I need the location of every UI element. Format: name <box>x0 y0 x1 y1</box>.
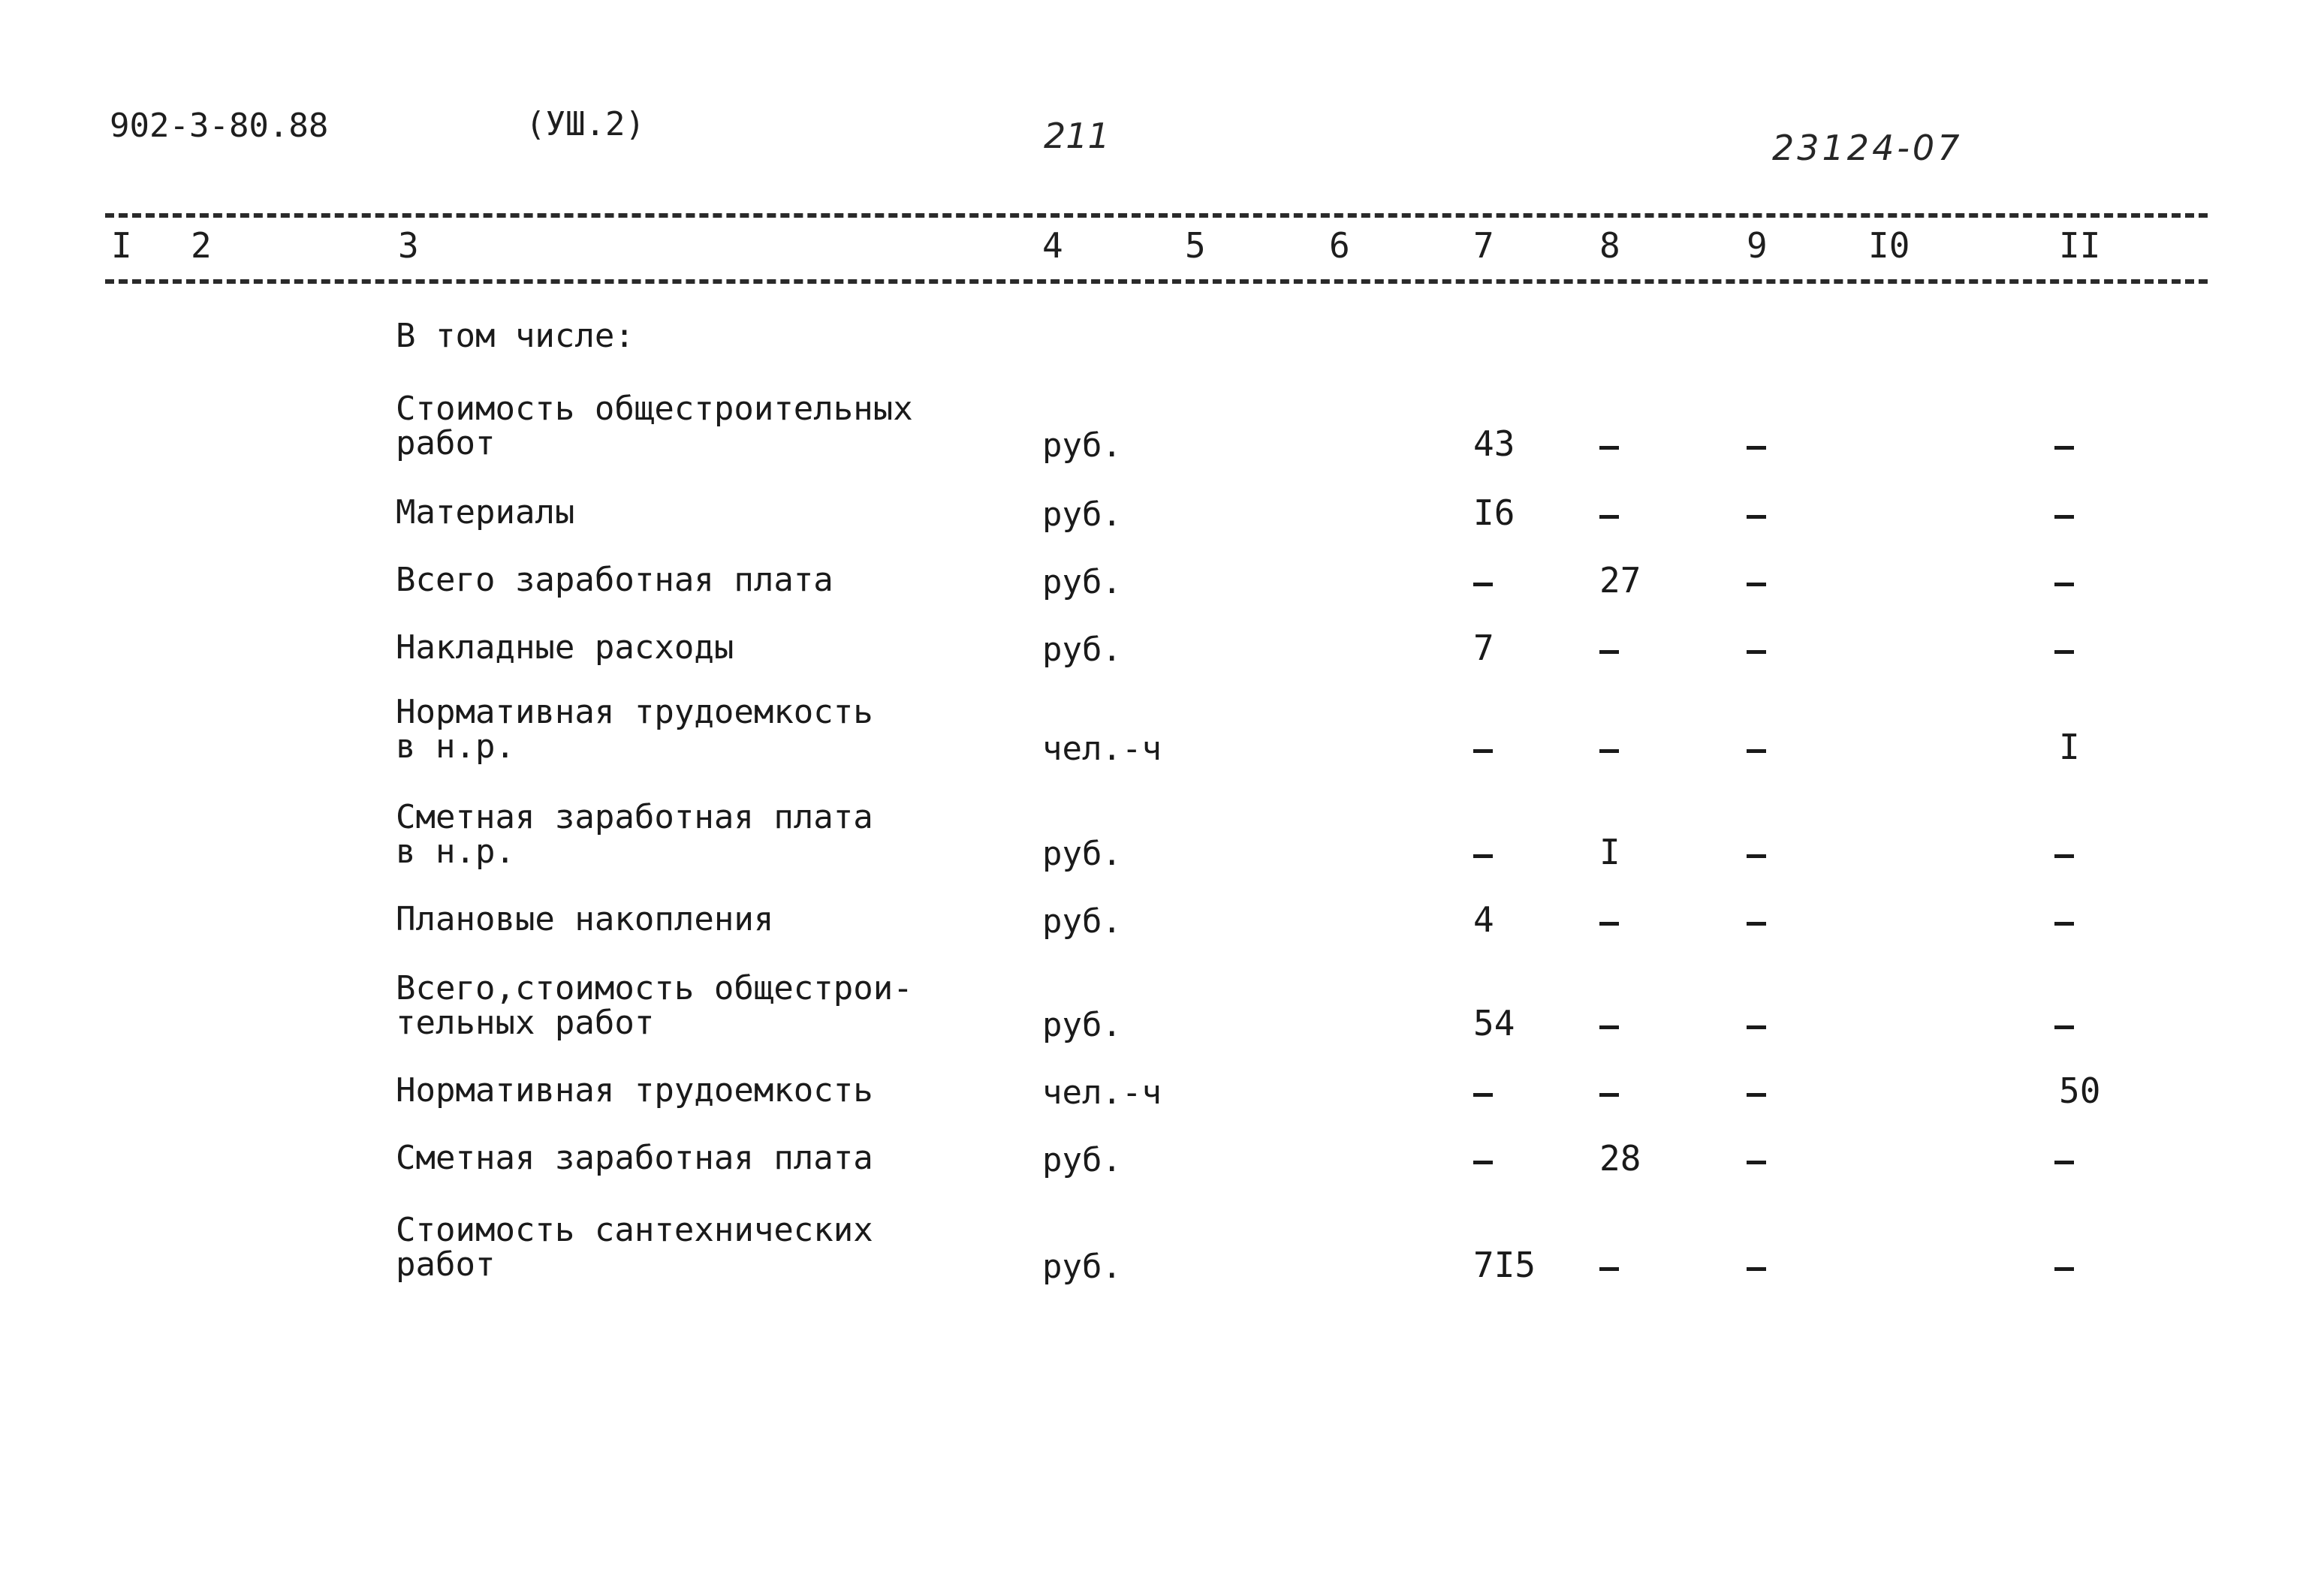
empty-value-dash <box>1473 1093 1493 1097</box>
row-unit: руб. <box>1042 902 1122 941</box>
row-unit: чел.-ч <box>1042 1074 1162 1112</box>
empty-value-dash <box>2054 583 2074 586</box>
row-value-c7: I6 <box>1473 492 1515 533</box>
empty-value-dash <box>1599 1267 1619 1271</box>
row-value-c7: 43 <box>1473 423 1515 464</box>
row-label: в н.р. <box>396 833 515 871</box>
column-number: 8 <box>1599 225 1620 266</box>
page-number: 211 <box>1044 116 1110 156</box>
empty-value-dash <box>2054 1267 2074 1271</box>
column-number: I <box>111 225 132 266</box>
empty-value-dash <box>1473 854 1493 858</box>
row-unit: руб. <box>1042 563 1122 601</box>
table-subtitle: В том числе: <box>396 317 635 355</box>
row-unit: руб. <box>1042 1248 1122 1286</box>
section-label: (УШ.2) <box>526 105 645 143</box>
row-label: Сметная заработная плата <box>396 798 873 836</box>
row-unit: чел.-ч <box>1042 730 1162 768</box>
column-number: 4 <box>1042 225 1063 266</box>
empty-value-dash <box>2054 854 2074 858</box>
row-value-c7: 54 <box>1473 1003 1515 1043</box>
row-value-c8: 27 <box>1599 560 1641 601</box>
column-number: II <box>2059 225 2101 266</box>
column-number: 3 <box>398 225 419 266</box>
row-unit: руб. <box>1042 495 1122 534</box>
row-unit: руб. <box>1042 426 1122 465</box>
column-number: 6 <box>1329 225 1350 266</box>
row-value-c11: I <box>2059 727 2080 767</box>
row-label: Нормативная трудоемкость <box>396 1071 873 1110</box>
empty-value-dash <box>1747 854 1766 858</box>
column-number: 5 <box>1185 225 1206 266</box>
row-unit: руб. <box>1042 1006 1122 1044</box>
empty-value-dash <box>1599 650 1619 654</box>
row-label: тельных работ <box>396 1004 655 1042</box>
empty-value-dash <box>1599 1093 1619 1097</box>
document-code: 902-3-80.88 <box>110 107 329 145</box>
empty-value-dash <box>1473 583 1493 586</box>
empty-value-dash <box>2054 1161 2074 1164</box>
row-unit: руб. <box>1042 835 1122 873</box>
empty-value-dash <box>1747 583 1766 586</box>
row-label: Всего,стоимость общестрои- <box>396 969 913 1007</box>
empty-value-dash <box>1473 749 1493 753</box>
empty-value-dash <box>1473 1161 1493 1164</box>
table-top-rule <box>105 213 2208 218</box>
archive-number: 23124-07 <box>1772 128 1963 168</box>
row-label: работ <box>396 1245 496 1284</box>
row-value-c8: 28 <box>1599 1138 1641 1179</box>
row-label: Сметная заработная плата <box>396 1139 873 1177</box>
column-number: I0 <box>1868 225 1910 266</box>
row-label: Материалы <box>396 493 575 531</box>
empty-value-dash <box>1599 515 1619 519</box>
empty-value-dash <box>1747 515 1766 519</box>
empty-value-dash <box>1599 922 1619 926</box>
row-value-c7: 7 <box>1473 628 1494 668</box>
empty-value-dash <box>2054 650 2074 654</box>
row-value-c11: 50 <box>2059 1071 2101 1111</box>
empty-value-dash <box>2054 1025 2074 1029</box>
empty-value-dash <box>1599 1025 1619 1029</box>
column-number: 7 <box>1473 225 1494 266</box>
row-label: Накладные расходы <box>396 628 734 667</box>
row-label: Плановые накопления <box>396 900 774 938</box>
row-unit: руб. <box>1042 631 1122 669</box>
row-label: Стоимость сантехнических <box>396 1211 873 1249</box>
empty-value-dash <box>1747 922 1766 926</box>
empty-value-dash <box>1747 1161 1766 1164</box>
row-label: в н.р. <box>396 727 515 766</box>
empty-value-dash <box>1747 650 1766 654</box>
column-number: 2 <box>191 225 212 266</box>
row-unit: руб. <box>1042 1141 1122 1179</box>
empty-value-dash <box>1599 446 1619 450</box>
row-label: Нормативная трудоемкость <box>396 693 873 731</box>
row-value-c7: 7I5 <box>1473 1245 1536 1285</box>
row-value-c8: I <box>1599 832 1620 872</box>
empty-value-dash <box>2054 446 2074 450</box>
empty-value-dash <box>1747 1267 1766 1271</box>
empty-value-dash <box>1747 1025 1766 1029</box>
row-label: Стоимость общестроительных <box>396 390 913 428</box>
empty-value-dash <box>1599 749 1619 753</box>
empty-value-dash <box>1747 1093 1766 1097</box>
empty-value-dash <box>1747 446 1766 450</box>
table-header-rule <box>105 279 2208 284</box>
row-value-c7: 4 <box>1473 899 1494 940</box>
empty-value-dash <box>1747 749 1766 753</box>
row-label: работ <box>396 424 496 462</box>
empty-value-dash <box>2054 922 2074 926</box>
empty-value-dash <box>2054 515 2074 519</box>
row-label: Всего заработная плата <box>396 561 833 599</box>
column-number: 9 <box>1747 225 1768 266</box>
